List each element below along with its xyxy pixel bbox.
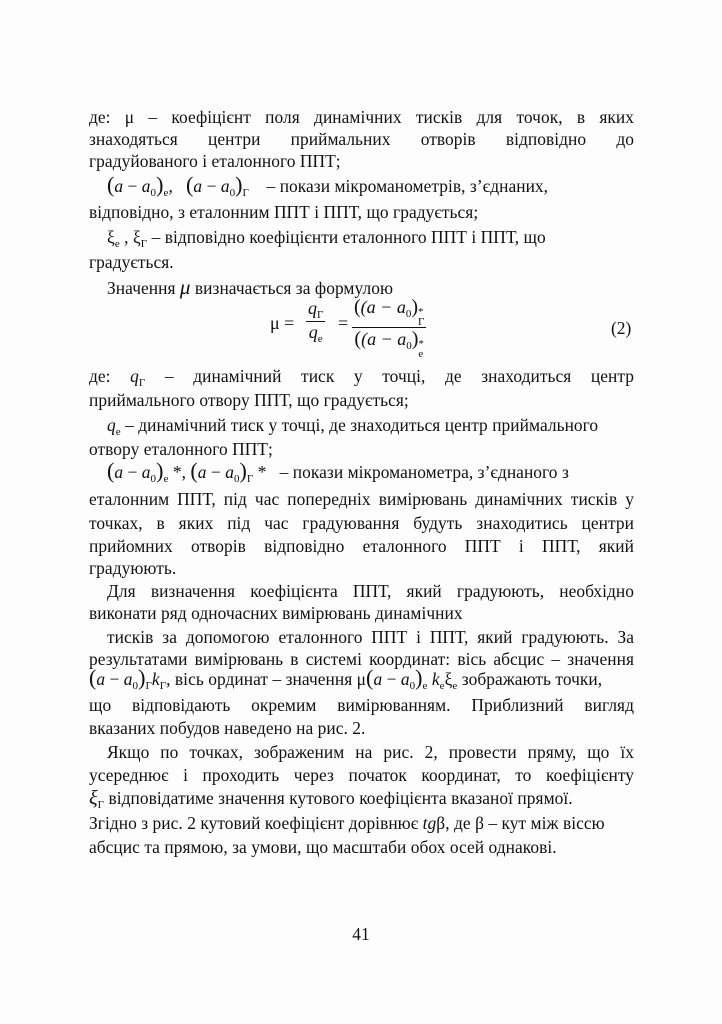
- text-line: Для визначення коефіцієнта ППТ, який градуюють, необхідно: [107, 581, 634, 601]
- text-fragment: Значення: [107, 278, 180, 298]
- text-line: де: $q_Г$ – динамічний тиск у точці, де знаходиться центр: [89, 366, 635, 389]
- text-line: тисків за допомогою еталонного ППТ і ППТ, який градуюють. За: [107, 627, 634, 647]
- formula-lhs: μ =: [270, 313, 295, 333]
- text-line: прийомних отворів відповідно еталонного ППТ і ППТ, який: [89, 536, 634, 556]
- text-fragment: – відповідно коефіцієнти еталонного ППТ і ППТ, що: [151, 227, 546, 247]
- text-fragment: – покази мікроманометрів, з’єднаних,: [262, 176, 549, 196]
- equation-number: (2): [611, 318, 632, 338]
- text-line: $(a - a_0)_е$ *, $(a - a_0)_Г$ * – покази мікроманометра, з’єднаного з: [107, 458, 569, 485]
- text-line: $(a - a_0)_Гk_Г$, вісь ординат – значення $\mu(a - a_0)_е$ $k_е\xi_е$ зображають точки,: [89, 665, 603, 692]
- text-line: $(a - a_0)_е$, $(a - a_0)_Г$ – покази мікроманометрів, з’єднаних,: [107, 172, 549, 199]
- text-fragment: визначається за формулою: [190, 278, 393, 298]
- text-line: $\xi_е$ , $\xi_Г$ – відповідно коефіцієнти еталонного ППТ і ППТ, що: [107, 227, 546, 250]
- text-line: градуюють.: [89, 558, 177, 578]
- text-line: отвору еталонного ППТ;: [89, 439, 273, 459]
- text-line: виконати ряд одночасних вимірювань динамічних: [89, 603, 463, 623]
- fraction-a: ($(a - a_0)$ * Г ($(a - a_0)$ * е: [354, 296, 425, 360]
- text-line: що відповідають окремим вимірюванням. Приблизний вигляд: [89, 695, 634, 715]
- text-line: відповідно, з еталонним ППТ і ППТ, що градується;: [89, 202, 479, 222]
- text-line: приймального отвору ППТ, що градується;: [89, 390, 409, 410]
- text-line: градується.: [89, 252, 174, 272]
- text-line: усереднює і проходить через початок координат, то коефіцієнту: [89, 765, 634, 785]
- text-line: еталонним ППТ, під час попередніх вимірювань динамічних тисків у: [89, 489, 634, 509]
- text-line: знаходяться центри приймальних отворів відповідно до: [89, 129, 634, 149]
- text-line: $\xi_Г$ відповідатиме значення кутового коефіцієнта вказаної прямої.: [89, 787, 573, 811]
- fraction-q: $q_Г$ $q_е$: [308, 298, 324, 345]
- formula-2: [270, 296, 470, 360]
- text-line: $q_е$ – динамічний тиск у точці, де знаходиться центр приймального: [107, 415, 599, 438]
- text-line: градуйованого і еталонного ППТ;: [89, 151, 341, 171]
- formula-equals: =: [338, 313, 349, 333]
- text-line: вказаних побудов наведено на рис. 2.: [89, 718, 366, 738]
- mu-symbol: μ: [179, 275, 191, 299]
- text-line: де: μ – коефіцієнт поля динамічних тисків для точок, в яких: [89, 107, 634, 127]
- page-number: 41: [352, 924, 370, 944]
- text-line: результатами вимірювань в системі координат: вісь абсцис – значення: [89, 649, 634, 669]
- text-line: Згідно з рис. 2 кутовий коефіцієнт дорівнює tgβ, де β – кут між віссю: [89, 813, 605, 833]
- text-line: Якщо по точках, зображеним на рис. 2, провести пряму, що їх: [107, 742, 634, 762]
- text-line: абсцис та прямою, за умови, що масштаби обох осей однакові.: [89, 837, 557, 857]
- text-line: точках, в яких під час градуювання будуть знаходитись центри: [89, 513, 634, 533]
